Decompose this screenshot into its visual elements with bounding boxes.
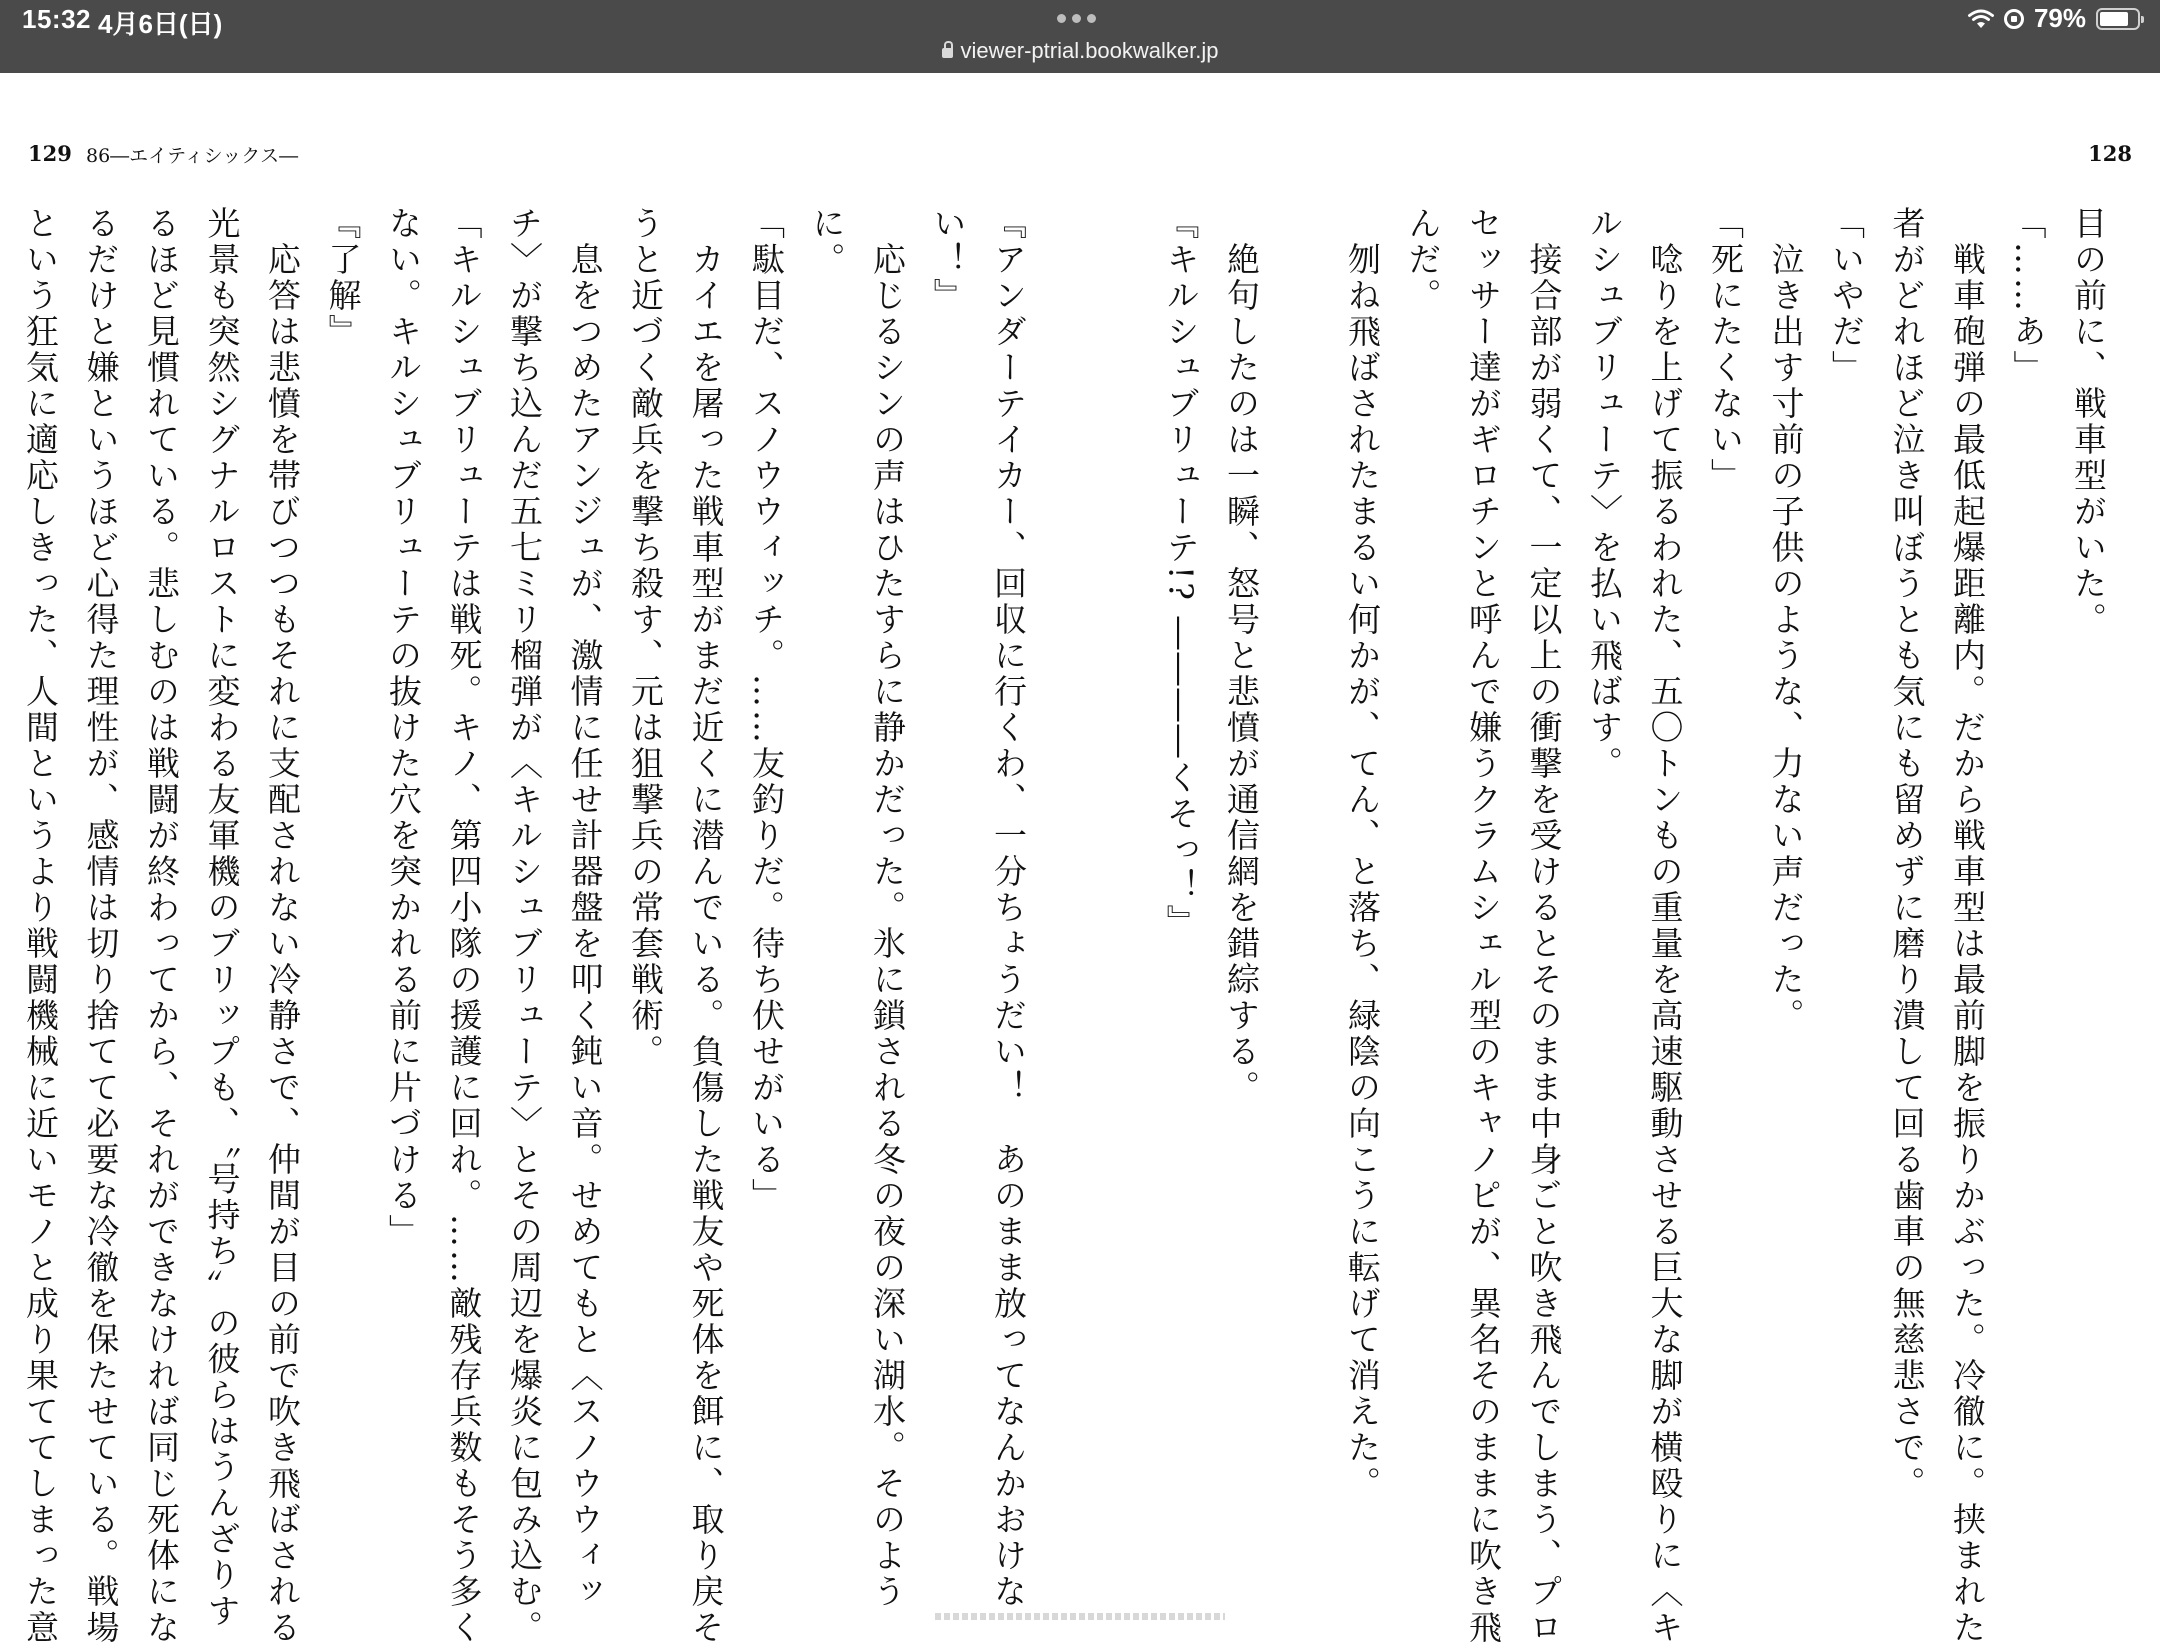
left-page-number: 129 [28, 141, 72, 166]
left-page-line: うと近づく敵兵を撃ち殺す、元は狙撃兵の常套戦術。 [626, 206, 665, 1070]
left-page-line: という狂気に適応しきった、人間というより戦闘機械に近いモノと成り果ててしまった意 [21, 206, 60, 1646]
rotation-lock-icon [2004, 9, 2024, 29]
right-page-line: 泣き出す寸前の子供のような、力ない声だった。 [1766, 206, 1806, 1034]
status-indicators [1968, 3, 2140, 34]
left-page-line: 応答は悲憤を帯びつつもそれに支配されない冷静さで、仲間が目の前で吹き飛ばされる [263, 206, 302, 1646]
url-bar[interactable] [0, 38, 2160, 64]
right-page-number: 128 [2088, 141, 2132, 166]
right-page-line: 唸りを上げて振るわれた、五〇トンもの重量を高速駆動させる巨大な脚が横殴りに〈キ [1645, 206, 1685, 1646]
right-page-line: 「いやだ」 [1827, 206, 1866, 386]
left-page-text [0, 206, 1038, 1646]
left-page-line: い！』 [928, 206, 968, 314]
right-page-line: 『キルシュブリューテ!? ――――くそっ！』 [1161, 206, 1201, 941]
right-page-line: 「死にたくない」 [1706, 206, 1745, 494]
left-page-line: 「キルシュブリューテは戦死。キノ、第四小隊の援護に回れ。……敵残存兵数もそう多く [444, 206, 484, 1646]
more-dots-icon[interactable] [1057, 14, 1096, 23]
left-page-line: 息をつめたアンジュが、激情に任せ計器盤を叩く鈍い音。せめてもと〈スノウウィッ [565, 206, 605, 1610]
right-page-line: 刎ね飛ばされたまるい何かが、てん、と落ち、緑陰の向こうに転げて消えた。 [1343, 206, 1382, 1502]
book-title: 86―エイティシックス― [86, 145, 299, 167]
right-page-line: セッサー達がギロチンと呼んで嫌うクラムシェル型のキャノピが、異名そのままに吹き飛 [1464, 206, 1503, 1646]
left-page-line: 応じるシンの声はひたすらに静かだった。氷に鎖される冬の夜の深い湖水。そのよう [868, 206, 907, 1610]
left-page-line: ない。キルシュブリューテの抜けた穴を突かれる前に片づける」 [384, 206, 423, 1250]
right-page-line: 目の前に、戦車型がいた。 [2069, 206, 2108, 638]
battery-icon [2096, 8, 2140, 30]
status-bar [0, 0, 2160, 73]
left-page-line: 『アンダーテイカー、回収に行くわ、一分ちょうだい！ あのまま放ってなんかおけな [989, 206, 1028, 1610]
wifi-icon [1968, 9, 1994, 29]
right-page-line: 接合部が弱くて、一定以上の衝撃を受けるとそのまま中身ごと吹き飛んでしまう、プロ [1524, 206, 1564, 1646]
left-page-line: 光景も突然シグナルロストに変わる友軍機のブリップも、〝号持ち〟の彼らはうんざりす [202, 206, 242, 1630]
left-page-line: るだけと嫌というほど心得た理性が、感情は切り捨てて必要な冷徹を保たせている。戦場 [81, 206, 121, 1646]
left-page-line: るほど見慣れている。悲しむのは戦闘が終わってから、それができなければ同じ死体にな [142, 206, 181, 1646]
right-page-line: 「……あ」 [2008, 206, 2048, 386]
url-text: viewer-ptrial.bookwalker.jp [960, 38, 1219, 63]
right-page-line: 戦車砲弾の最低起爆距離内。だから戦車型は最前脚を振りかぶった。冷徹に。挟まれた [1948, 206, 1987, 1646]
left-page-line: カイエを屠った戦車型がまだ近くに潜んでいる。負傷した戦友や死体を餌に、取り戻そ [686, 206, 726, 1646]
home-indicator [935, 1613, 1225, 1620]
left-page-line: に。 [807, 206, 847, 278]
status-date: 4月6日(日) [98, 9, 223, 39]
right-page-line: ルシュブリューテ〉を払い飛ばす。 [1585, 206, 1624, 782]
status-time: 15:32 [22, 4, 91, 34]
lock-icon [942, 48, 953, 58]
battery-fill [2100, 12, 2128, 26]
right-page-line: 者がどれほど泣き叫ぼうとも気にも留めずに磨り潰して回る歯車の無慈悲さで。 [1887, 206, 1927, 1502]
left-page-line: チ〉が撃ち込んだ五七ミリ榴弾が〈キルシュブリューテ〉とその周辺を爆炎に包み込む。 [505, 206, 544, 1646]
right-page-line: んだ。 [1403, 206, 1443, 314]
left-page-line: 『了解』 [323, 206, 363, 350]
right-page-line: 絶句したのは一瞬、怒号と悲憤が通信網を錯綜する。 [1222, 206, 1261, 1106]
battery-percent: 79% [2033, 3, 2086, 33]
right-page-text [1161, 206, 2118, 1646]
right-page-line [1271, 206, 1332, 1536]
left-page-line: 「駄目だ、スノウウィッチ。……友釣りだ。待ち伏せがいる」 [747, 206, 786, 1214]
